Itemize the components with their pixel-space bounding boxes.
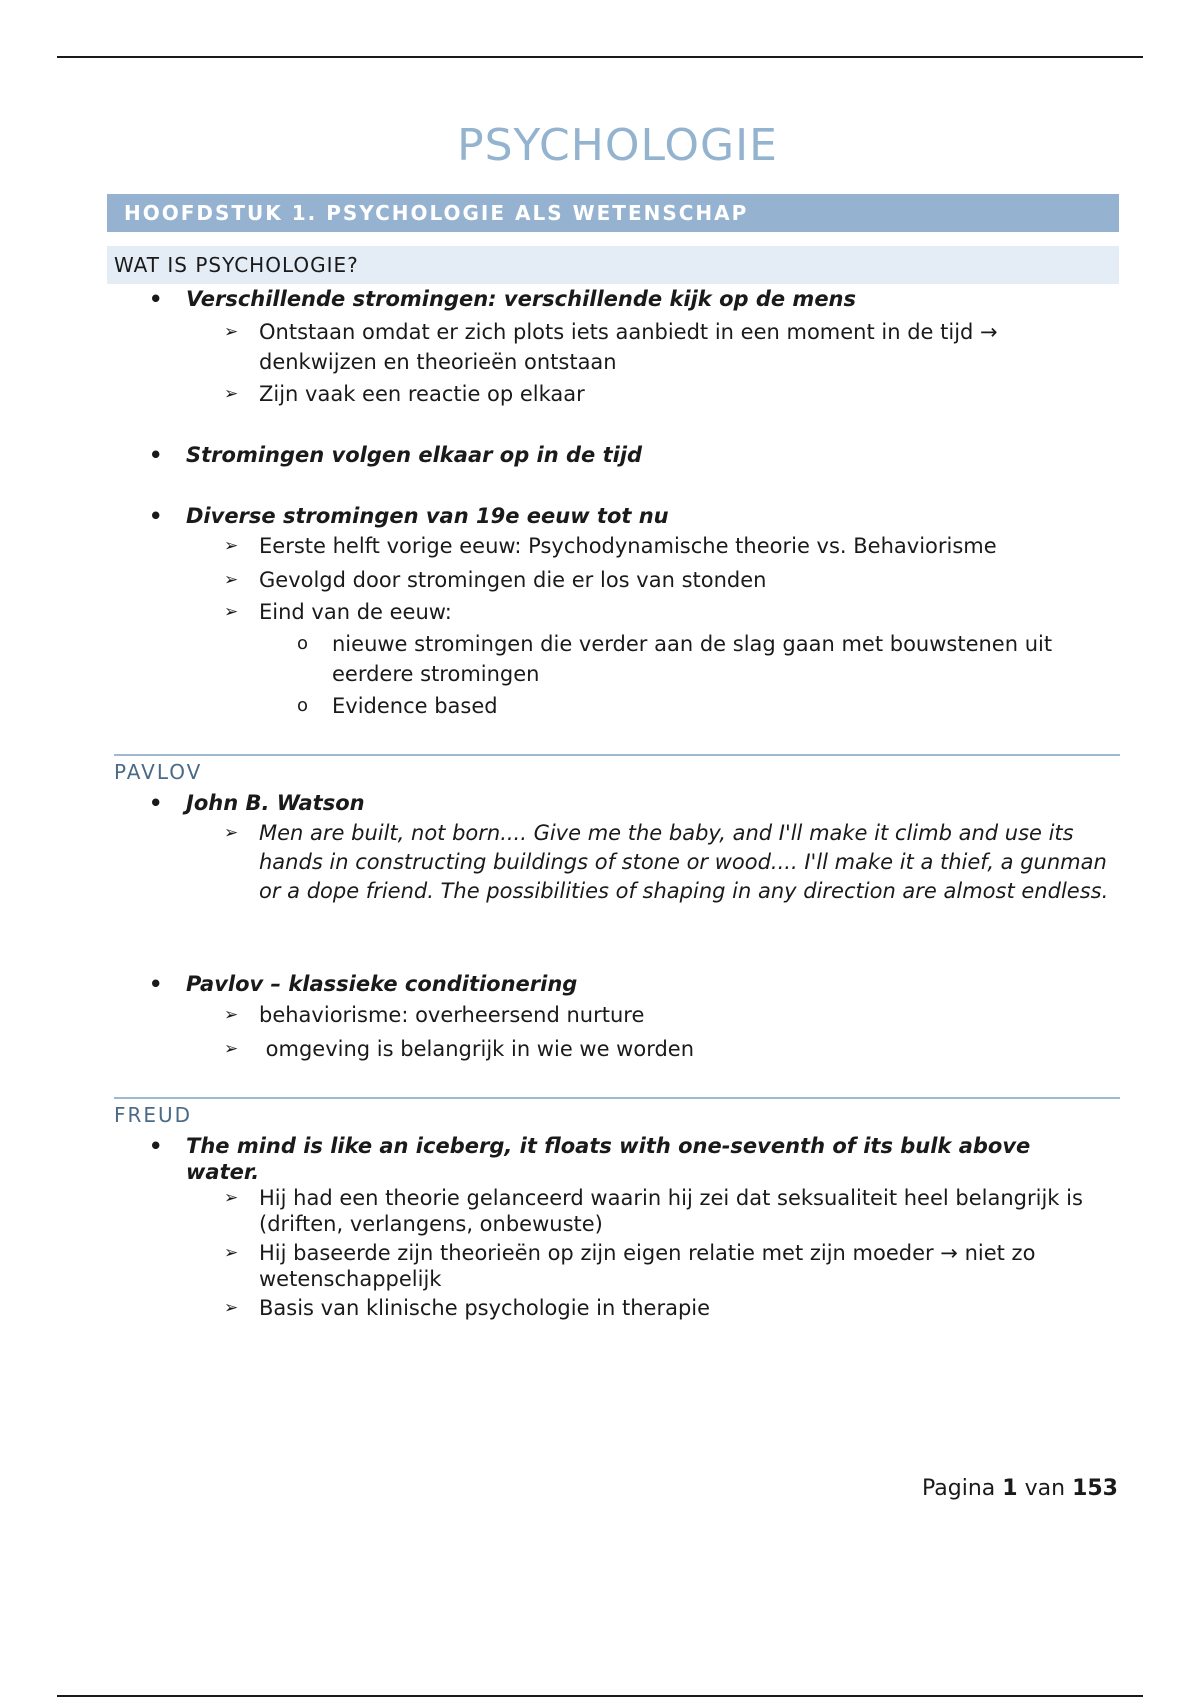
current-page-number: 1 [1002, 1476, 1018, 1501]
bullet-item: • The mind is like an iceberg, it floats with one-seventh of its bulk above water. [186, 1133, 1106, 1185]
section-divider [114, 1097, 1120, 1099]
sub-bullet-item: ➢ Ontstaan omdat er zich plots iets aanbiedt in een moment in de tijd → denkwijzen en theorieën ontstaan [259, 317, 1119, 377]
footer-prefix: Pagina [922, 1476, 996, 1501]
section-heading-pavlov: PAVLOV [114, 760, 203, 784]
bullet-item: • John B. Watson [186, 790, 1106, 816]
document-title: PSYCHOLOGIE [457, 120, 778, 171]
sub-bullet-item: ➢ omgeving is belangrijk in wie we worden [259, 1034, 1119, 1064]
footer-rule [57, 1695, 1143, 1697]
sub-bullet-item: ➢ Hij had een theorie gelanceerd waarin hij zei dat seksualiteit heel belangrijk is (driften, verlangens, onbewuste) [259, 1185, 1119, 1237]
sub-bullet-item: ➢ Eind van de eeuw: [259, 597, 1119, 627]
footer-middle: van [1024, 1476, 1066, 1501]
total-pages: 153 [1072, 1476, 1118, 1501]
quote-sub-bullet: ➢ Men are built, not born.... Give me the baby, and I'll make it climb and use its hands in constructing buildings of stone or wood.... I'll make it a thief, a gunman or a dope friend. The possibilities of shaping in any direction are almost endless. [259, 819, 1119, 906]
chapter-heading: HOOFDSTUK 1. PSYCHOLOGIE ALS WETENSCHAP [107, 194, 1119, 232]
header-rule [57, 56, 1143, 58]
sub-sub-bullet-item: o nieuwe stromingen die verder aan de slag gaan met bouwstenen uit eerdere stromingen [332, 629, 1112, 689]
sub-bullet-item: ➢ Hij baseerde zijn theorieën op zijn eigen relatie met zijn moeder → niet zo wetenschappelijk [259, 1240, 1119, 1292]
sub-bullet-item: ➢ Eerste helft vorige eeuw: Psychodynamische theorie vs. Behaviorisme [259, 531, 1119, 561]
sub-sub-bullet-item: o Evidence based [332, 691, 1122, 721]
sub-bullet-item: ➢ Zijn vaak een reactie op elkaar [259, 379, 1119, 409]
bullet-item: • Stromingen volgen elkaar op in de tijd [186, 442, 1106, 468]
section-divider [114, 754, 1120, 756]
section-heading-wat-is-psychologie: WAT IS PSYCHOLOGIE? [107, 246, 1119, 284]
bullet-item: • Verschillende stromingen: verschillende kijk op de mens [186, 286, 1106, 312]
sub-bullet-item: ➢ Basis van klinische psychologie in therapie [259, 1295, 1119, 1321]
bullet-item: • Diverse stromingen van 19e eeuw tot nu [186, 503, 1106, 529]
sub-bullet-item: ➢ behaviorisme: overheersend nurture [259, 1000, 1119, 1030]
section-heading-freud: FREUD [114, 1103, 193, 1127]
page-footer [922, 1476, 1118, 1501]
sub-bullet-item: ➢ Gevolgd door stromingen die er los van stonden [259, 565, 1119, 595]
bullet-item: • Pavlov – klassieke conditionering [186, 971, 1106, 997]
